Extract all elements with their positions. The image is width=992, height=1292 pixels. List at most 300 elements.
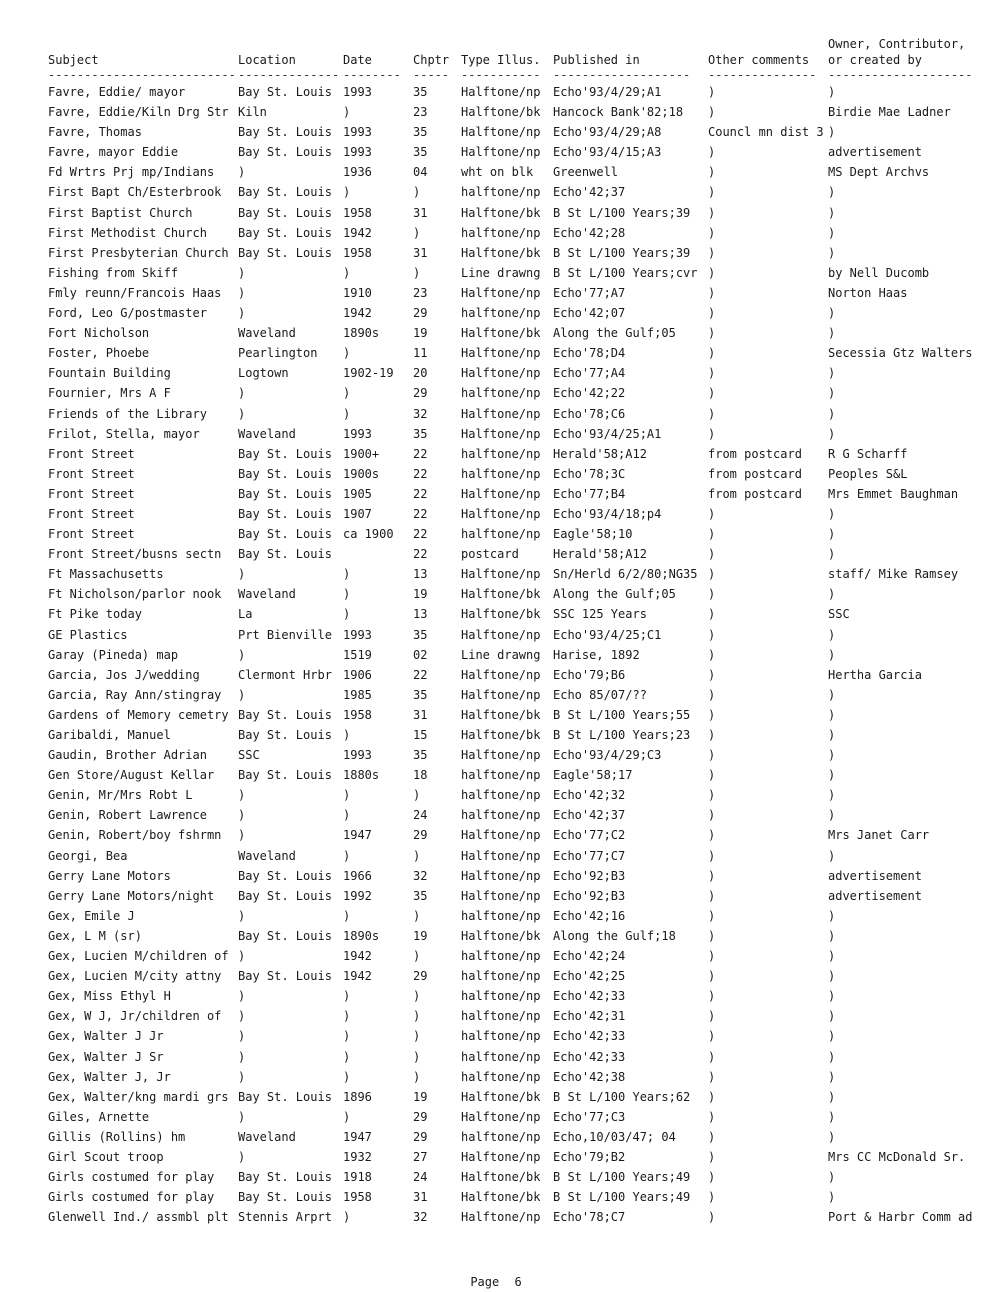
table-row bbox=[48, 142, 978, 162]
cell-date: 1900s bbox=[343, 466, 380, 481]
cell-chapter: 22 bbox=[413, 527, 428, 542]
cell-owner: ) bbox=[828, 969, 836, 984]
cell-owner: advertisement bbox=[828, 868, 922, 883]
table-row bbox=[48, 926, 978, 946]
cell-published: Greenwell bbox=[553, 165, 619, 180]
cell-type: halftone/np bbox=[461, 446, 541, 461]
cell-subject: Gerry Lane Motors/night bbox=[48, 888, 215, 903]
cell-type: halftone/np bbox=[461, 1069, 541, 1084]
page-label: Page bbox=[470, 1275, 500, 1289]
cell-owner: ) bbox=[828, 1069, 836, 1084]
cell-owner: ) bbox=[828, 386, 836, 401]
cell-date: 1932 bbox=[343, 1149, 372, 1164]
cell-subject: Fort Nicholson bbox=[48, 326, 150, 341]
cell-owner: ) bbox=[828, 205, 836, 220]
table-row bbox=[48, 825, 978, 845]
cell-location: Logtown bbox=[238, 366, 289, 381]
cell-type: Halftone/np bbox=[461, 687, 541, 702]
cell-type: Halftone/bk bbox=[461, 728, 541, 742]
underline: ------------------- bbox=[553, 68, 691, 82]
table-row bbox=[48, 504, 978, 524]
cell-published: B St L/100 Years;39 bbox=[553, 205, 691, 220]
cell-comments: ) bbox=[708, 1089, 716, 1104]
cell-date: ) bbox=[343, 908, 351, 923]
cell-type: Halftone/np bbox=[461, 667, 541, 682]
cell-location: Clermont Hrbr bbox=[238, 667, 332, 682]
cell-location: La bbox=[238, 607, 253, 622]
cell-published: Echo'42;37 bbox=[553, 808, 626, 823]
table-row bbox=[48, 705, 978, 725]
cell-location: ) bbox=[238, 265, 246, 280]
cell-comments: ) bbox=[708, 888, 716, 903]
cell-type: Halftone/np bbox=[461, 406, 541, 421]
cell-published: Echo'42;28 bbox=[553, 225, 626, 240]
cell-location: Bay St. Louis bbox=[238, 85, 332, 99]
cell-chapter: 19 bbox=[413, 587, 428, 602]
table-row bbox=[48, 1107, 978, 1127]
cell-type: halftone/np bbox=[461, 788, 541, 803]
underline: ----- bbox=[413, 68, 450, 82]
table-row bbox=[48, 544, 978, 564]
cell-subject: First Baptist Church bbox=[48, 205, 193, 220]
table-row bbox=[48, 625, 978, 645]
cell-chapter: ) bbox=[413, 185, 421, 200]
cell-type: halftone/np bbox=[461, 969, 541, 984]
cell-comments: ) bbox=[708, 1129, 716, 1144]
cell-chapter: 22 bbox=[413, 446, 428, 461]
cell-owner: staff/ Mike Ramsey bbox=[828, 567, 959, 582]
underline: --------------- bbox=[708, 68, 817, 82]
cell-comments: ) bbox=[708, 527, 716, 542]
cell-comments: ) bbox=[708, 205, 716, 220]
cell-comments: ) bbox=[708, 326, 716, 341]
cell-date: 1890s bbox=[343, 928, 380, 943]
cell-chapter: ) bbox=[413, 848, 421, 863]
table-row bbox=[48, 404, 978, 424]
cell-location: Bay St. Louis bbox=[238, 928, 332, 943]
cell-chapter: 18 bbox=[413, 768, 428, 783]
table-row bbox=[48, 323, 978, 343]
cell-comments: from postcard bbox=[708, 486, 802, 501]
cell-location: Pearlington bbox=[238, 346, 318, 361]
cell-date: 1900+ bbox=[343, 446, 380, 461]
cell-type: Halftone/np bbox=[461, 125, 541, 140]
cell-date: ) bbox=[343, 1109, 351, 1124]
cell-published: Echo'93/4/25;A1 bbox=[553, 426, 662, 441]
cell-location: ) bbox=[238, 788, 246, 803]
cell-comments: ) bbox=[708, 225, 716, 240]
cell-published: Echo'93/4/29;A1 bbox=[553, 85, 662, 99]
table-row bbox=[48, 524, 978, 544]
cell-owner: Norton Haas bbox=[828, 285, 908, 300]
cell-subject: Gex, L M (sr) bbox=[48, 928, 142, 943]
table-row bbox=[48, 906, 978, 926]
cell-chapter: 22 bbox=[413, 466, 428, 481]
cell-type: halftone/np bbox=[461, 1049, 541, 1064]
cell-owner: ) bbox=[828, 627, 836, 642]
cell-chapter: 29 bbox=[413, 386, 428, 401]
cell-type: halftone/np bbox=[461, 949, 541, 964]
cell-owner: ) bbox=[828, 1170, 836, 1185]
cell-published: B St L/100 Years;62 bbox=[553, 1089, 691, 1104]
cell-subject: Favre, Eddie/ mayor bbox=[48, 85, 186, 99]
table-row bbox=[48, 484, 978, 504]
cell-date: 1942 bbox=[343, 969, 372, 984]
cell-owner: advertisement bbox=[828, 145, 922, 160]
cell-owner: ) bbox=[828, 326, 836, 341]
cell-subject: Front Street bbox=[48, 527, 135, 542]
cell-date: ) bbox=[343, 386, 351, 401]
cell-owner: ) bbox=[828, 1190, 836, 1205]
cell-date: ) bbox=[343, 1029, 351, 1044]
cell-published: Echo'42;33 bbox=[553, 1049, 626, 1064]
cell-chapter: 32 bbox=[413, 1210, 428, 1225]
cell-published: Echo'42;33 bbox=[553, 989, 626, 1004]
cell-subject: Ft Pike today bbox=[48, 607, 142, 622]
cell-location: ) bbox=[238, 1009, 246, 1024]
cell-subject: Front Street bbox=[48, 446, 135, 461]
cell-chapter: 29 bbox=[413, 1109, 428, 1124]
cell-type: Line drawng bbox=[461, 647, 541, 662]
cell-subject: Garay (Pineda) map bbox=[48, 647, 179, 662]
cell-location: Bay St. Louis bbox=[238, 225, 332, 240]
cell-type: halftone/np bbox=[461, 989, 541, 1004]
cell-subject: Genin, Robert Lawrence bbox=[48, 808, 207, 823]
cell-chapter: ) bbox=[413, 1069, 421, 1084]
cell-chapter: 13 bbox=[413, 567, 428, 582]
cell-location: Bay St. Louis bbox=[238, 486, 332, 501]
cell-published: B St L/100 Years;39 bbox=[553, 245, 691, 260]
table-row bbox=[48, 444, 978, 464]
cell-subject: Gerry Lane Motors bbox=[48, 868, 171, 883]
cell-owner: ) bbox=[828, 928, 836, 943]
cell-type: Halftone/np bbox=[461, 888, 541, 903]
cell-comments: ) bbox=[708, 386, 716, 401]
cell-location: ) bbox=[238, 828, 246, 843]
table-row bbox=[48, 584, 978, 604]
cell-owner: ) bbox=[828, 707, 836, 722]
table-row bbox=[48, 946, 978, 966]
table-row bbox=[48, 886, 978, 906]
cell-date: ) bbox=[343, 346, 351, 361]
cell-subject: Gex, W J, Jr/children of bbox=[48, 1009, 222, 1024]
cell-subject: First Presbyterian Church bbox=[48, 245, 229, 260]
photo-index-table bbox=[48, 36, 978, 1227]
cell-subject: Front Street bbox=[48, 486, 135, 501]
cell-published: Along the Gulf;18 bbox=[553, 928, 676, 943]
cell-type: postcard bbox=[461, 547, 519, 562]
cell-owner: ) bbox=[828, 748, 836, 763]
cell-subject: Georgi, Bea bbox=[48, 848, 128, 863]
table-row bbox=[48, 604, 978, 624]
cell-date: 1910 bbox=[343, 285, 372, 300]
cell-subject: Genin, Robert/boy fshrmn bbox=[48, 828, 222, 843]
cell-date: ) bbox=[343, 728, 351, 742]
cell-owner: ) bbox=[828, 587, 836, 602]
table-row bbox=[48, 564, 978, 584]
cell-chapter: ) bbox=[413, 225, 421, 240]
cell-published: Harise, 1892 bbox=[553, 647, 640, 662]
cell-date: 1519 bbox=[343, 647, 372, 662]
cell-published: Echo'42;32 bbox=[553, 788, 626, 803]
cell-chapter: 04 bbox=[413, 165, 428, 180]
cell-date: ) bbox=[343, 607, 351, 622]
cell-type: Halftone/np bbox=[461, 145, 541, 160]
underline: -------- bbox=[343, 68, 401, 82]
cell-published: Echo'93/4/15;A3 bbox=[553, 145, 662, 160]
cell-chapter: 29 bbox=[413, 1129, 428, 1144]
cell-owner: ) bbox=[828, 949, 836, 964]
cell-location: ) bbox=[238, 989, 246, 1004]
cell-type: Halftone/np bbox=[461, 486, 541, 501]
cell-type: halftone/np bbox=[461, 768, 541, 783]
cell-owner: ) bbox=[828, 908, 836, 923]
cell-comments: ) bbox=[708, 366, 716, 381]
cell-published: Hancock Bank'82;18 bbox=[553, 105, 684, 120]
cell-date: 1942 bbox=[343, 949, 372, 964]
cell-date: ) bbox=[343, 587, 351, 602]
table-row bbox=[48, 203, 978, 223]
cell-owner: ) bbox=[828, 125, 836, 140]
page-footer bbox=[0, 1275, 992, 1289]
table-row bbox=[48, 866, 978, 886]
cell-published: Echo,10/03/47; 04 bbox=[553, 1129, 676, 1144]
cell-location: Bay St. Louis bbox=[238, 1089, 332, 1104]
cell-owner: ) bbox=[828, 788, 836, 803]
cell-date: 1992 bbox=[343, 888, 372, 903]
table-row bbox=[48, 343, 978, 363]
cell-location: Waveland bbox=[238, 1129, 296, 1144]
cell-chapter: ) bbox=[413, 788, 421, 803]
cell-owner: ) bbox=[828, 527, 836, 542]
cell-subject: Fournier, Mrs A F bbox=[48, 386, 171, 401]
cell-owner: ) bbox=[828, 366, 836, 381]
table-row bbox=[48, 363, 978, 383]
header-chapter: Chptr bbox=[413, 53, 450, 67]
cell-comments: ) bbox=[708, 1149, 716, 1164]
underline: ----------- bbox=[461, 68, 541, 82]
cell-type: Halftone/bk bbox=[461, 1170, 541, 1185]
cell-comments: ) bbox=[708, 587, 716, 602]
cell-type: Halftone/bk bbox=[461, 928, 541, 943]
cell-owner: Hertha Garcia bbox=[828, 667, 922, 682]
cell-type: halftone/np bbox=[461, 1129, 541, 1144]
cell-comments: ) bbox=[708, 667, 716, 682]
cell-location: Bay St. Louis bbox=[238, 707, 332, 722]
cell-comments: ) bbox=[708, 306, 716, 321]
cell-comments: ) bbox=[708, 607, 716, 622]
cell-location: Stennis Arprt bbox=[238, 1210, 332, 1225]
cell-published: Echo'42;07 bbox=[553, 306, 626, 321]
table-row bbox=[48, 765, 978, 785]
cell-location: Waveland bbox=[238, 426, 296, 441]
cell-chapter: 32 bbox=[413, 406, 428, 421]
cell-published: Echo'79;B2 bbox=[553, 1149, 626, 1164]
cell-published: B St L/100 Years;49 bbox=[553, 1190, 691, 1205]
cell-published: Echo'92;B3 bbox=[553, 868, 626, 883]
table-row bbox=[48, 1167, 978, 1187]
cell-location: Bay St. Louis bbox=[238, 145, 332, 160]
cell-chapter: 02 bbox=[413, 647, 428, 662]
cell-type: Halftone/np bbox=[461, 567, 541, 582]
cell-subject: First Methodist Church bbox=[48, 225, 207, 240]
cell-published: B St L/100 Years;cvr bbox=[553, 265, 698, 280]
cell-comments: ) bbox=[708, 567, 716, 582]
cell-published: B St L/100 Years;23 bbox=[553, 728, 691, 742]
cell-chapter: 15 bbox=[413, 728, 428, 742]
cell-subject: Gex, Walter J Sr bbox=[48, 1049, 164, 1064]
cell-published: Echo'42;22 bbox=[553, 386, 626, 401]
cell-published: Echo'93/4/25;C1 bbox=[553, 627, 662, 642]
cell-chapter: 35 bbox=[413, 627, 428, 642]
cell-chapter: ) bbox=[413, 908, 421, 923]
cell-published: Echo'78;D4 bbox=[553, 346, 626, 361]
cell-chapter: ) bbox=[413, 265, 421, 280]
cell-published: B St L/100 Years;49 bbox=[553, 1170, 691, 1185]
cell-published: Echo'42;37 bbox=[553, 185, 626, 200]
cell-chapter: 31 bbox=[413, 1190, 428, 1205]
cell-owner: advertisement bbox=[828, 888, 922, 903]
cell-subject: Ford, Leo G/postmaster bbox=[48, 306, 207, 321]
table-row bbox=[48, 243, 978, 263]
cell-type: Halftone/np bbox=[461, 1149, 541, 1164]
cell-comments: ) bbox=[708, 105, 716, 120]
cell-published: Echo'78;C7 bbox=[553, 1210, 626, 1225]
cell-location: ) bbox=[238, 306, 246, 321]
cell-location: Bay St. Louis bbox=[238, 969, 332, 984]
cell-type: Halftone/np bbox=[461, 1210, 541, 1225]
header-date: Date bbox=[343, 53, 372, 67]
cell-owner: Peoples S&L bbox=[828, 466, 908, 481]
cell-date: 1907 bbox=[343, 506, 372, 521]
cell-comments: ) bbox=[708, 949, 716, 964]
cell-published: Sn/Herld 6/2/80;NG35 bbox=[553, 567, 698, 582]
cell-comments: ) bbox=[708, 989, 716, 1004]
cell-comments: ) bbox=[708, 346, 716, 361]
cell-comments: ) bbox=[708, 647, 716, 662]
cell-type: Halftone/np bbox=[461, 748, 541, 763]
cell-chapter: 20 bbox=[413, 366, 428, 381]
cell-comments: ) bbox=[708, 506, 716, 521]
underline: -------------- bbox=[238, 68, 340, 82]
cell-comments: ) bbox=[708, 185, 716, 200]
header-owner: Owner, Contributor, or created by bbox=[828, 37, 966, 67]
cell-published: Herald'58;A12 bbox=[553, 446, 647, 461]
cell-location: ) bbox=[238, 647, 246, 662]
table-row bbox=[48, 82, 978, 102]
cell-published: Echo'77;C3 bbox=[553, 1109, 626, 1124]
table-row bbox=[48, 785, 978, 805]
header-type: Type Illus. bbox=[461, 53, 541, 67]
cell-type: Halftone/bk bbox=[461, 1190, 541, 1205]
cell-owner: ) bbox=[828, 185, 836, 200]
cell-chapter: 35 bbox=[413, 748, 428, 763]
cell-type: halftone/np bbox=[461, 466, 541, 481]
cell-subject: Fmly reunn/Francois Haas bbox=[48, 285, 222, 300]
cell-chapter: 23 bbox=[413, 105, 428, 120]
cell-owner: ) bbox=[828, 768, 836, 783]
cell-date: 1993 bbox=[343, 748, 372, 763]
cell-comments: ) bbox=[708, 707, 716, 722]
cell-location: Bay St. Louis bbox=[238, 205, 332, 220]
cell-location: Prt Bienville bbox=[238, 627, 332, 642]
cell-chapter: 11 bbox=[413, 346, 428, 361]
cell-subject: Gen Store/August Kellar bbox=[48, 768, 215, 783]
cell-published: B St L/100 Years;55 bbox=[553, 707, 691, 722]
cell-chapter: 13 bbox=[413, 607, 428, 622]
cell-type: halftone/np bbox=[461, 527, 541, 542]
cell-comments: ) bbox=[708, 245, 716, 260]
cell-published: Echo'42;24 bbox=[553, 949, 626, 964]
cell-location: ) bbox=[238, 285, 246, 300]
cell-location: ) bbox=[238, 406, 246, 421]
cell-comments: ) bbox=[708, 1109, 716, 1124]
cell-location: ) bbox=[238, 1069, 246, 1084]
cell-chapter: 35 bbox=[413, 687, 428, 702]
cell-date: ) bbox=[343, 1069, 351, 1084]
cell-location: ) bbox=[238, 1049, 246, 1064]
cell-subject: Gex, Lucien M/city attny bbox=[48, 969, 222, 984]
cell-subject: Garibaldi, Manuel bbox=[48, 728, 171, 742]
cell-comments: from postcard bbox=[708, 446, 802, 461]
cell-location: Bay St. Louis bbox=[238, 466, 332, 481]
cell-date: 1942 bbox=[343, 225, 372, 240]
cell-published: Echo'77;A4 bbox=[553, 366, 626, 381]
table-row bbox=[48, 1207, 978, 1227]
cell-published: Echo'42;33 bbox=[553, 1029, 626, 1044]
cell-location: Bay St. Louis bbox=[238, 125, 332, 140]
cell-subject: First Bapt Ch/Esterbrook bbox=[48, 185, 222, 200]
cell-chapter: 27 bbox=[413, 1149, 428, 1164]
cell-published: Echo'93/4/29;C3 bbox=[553, 748, 662, 763]
cell-published: Echo'77;C7 bbox=[553, 848, 626, 863]
cell-location: Waveland bbox=[238, 587, 296, 602]
table-row bbox=[48, 1147, 978, 1167]
cell-date: 1902-19 bbox=[343, 366, 394, 381]
cell-location: Bay St. Louis bbox=[238, 1170, 332, 1185]
page-number: 6 bbox=[514, 1275, 522, 1289]
table-row bbox=[48, 182, 978, 202]
cell-comments: ) bbox=[708, 788, 716, 803]
cell-chapter: ) bbox=[413, 989, 421, 1004]
cell-comments: ) bbox=[708, 1210, 716, 1225]
cell-type: Halftone/bk bbox=[461, 707, 541, 722]
cell-type: Halftone/np bbox=[461, 506, 541, 521]
cell-chapter: 29 bbox=[413, 969, 428, 984]
cell-comments: ) bbox=[708, 165, 716, 180]
cell-location: Bay St. Louis bbox=[238, 446, 332, 461]
cell-type: halftone/np bbox=[461, 185, 541, 200]
cell-subject: Front Street bbox=[48, 506, 135, 521]
cell-comments: ) bbox=[708, 768, 716, 783]
table-row bbox=[48, 424, 978, 444]
cell-type: Halftone/np bbox=[461, 1109, 541, 1124]
cell-type: Halftone/np bbox=[461, 848, 541, 863]
cell-chapter: 35 bbox=[413, 125, 428, 140]
cell-chapter: ) bbox=[413, 1029, 421, 1044]
cell-type: halftone/np bbox=[461, 808, 541, 823]
cell-published: Herald'58;A12 bbox=[553, 547, 647, 562]
cell-date bbox=[343, 544, 413, 564]
cell-date: ) bbox=[343, 265, 351, 280]
table-row bbox=[48, 263, 978, 283]
cell-published: Eagle'58;17 bbox=[553, 768, 633, 783]
cell-subject: Favre, Eddie/Kiln Drg Str bbox=[48, 105, 229, 120]
cell-date: 1905 bbox=[343, 486, 372, 501]
cell-chapter: 31 bbox=[413, 707, 428, 722]
cell-type: halftone/np bbox=[461, 908, 541, 923]
table-body bbox=[48, 82, 978, 1227]
